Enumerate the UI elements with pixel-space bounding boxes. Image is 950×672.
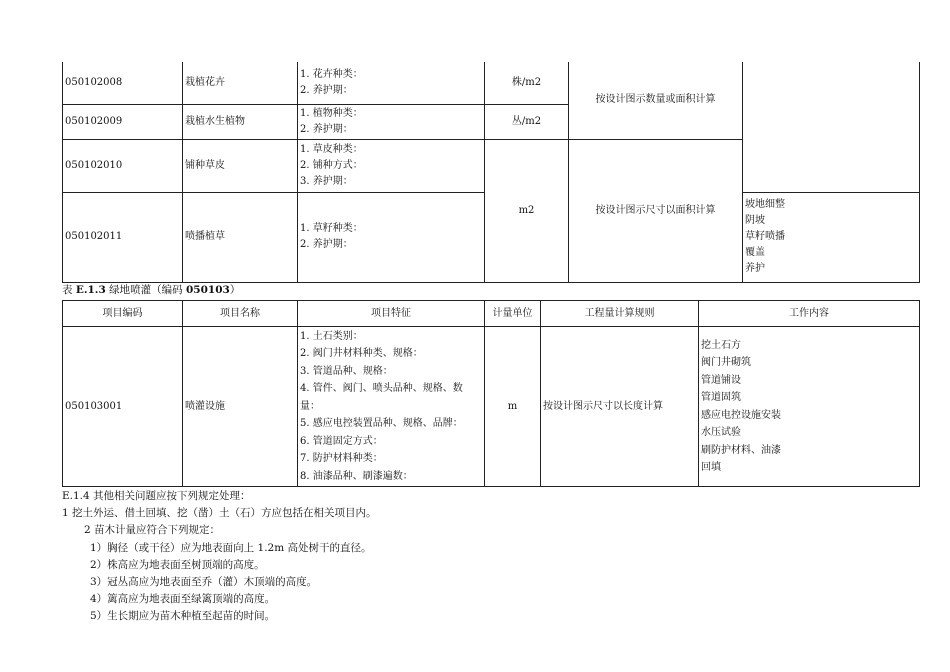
item-unit: 丛/m2 xyxy=(485,104,569,139)
table-caption: 表 E.1.3 绿地喷灌（编码 050103） xyxy=(62,284,241,296)
table-header-row xyxy=(63,301,920,327)
work-content-empty xyxy=(743,62,920,192)
table-row xyxy=(63,62,920,104)
work-content: 坡地细整 阴坡 草籽喷播 覆盖 养护 xyxy=(743,192,920,282)
item-features: 1. 草皮种类： 2. 铺种方式： 3. 养护期： xyxy=(298,139,485,192)
notes-section xyxy=(62,488,377,626)
table-row xyxy=(63,327,920,487)
note-item: 2 苗木计量应符合下列规定： xyxy=(84,524,221,537)
plant-items-table xyxy=(62,62,920,283)
item-code: 050103001 xyxy=(63,327,183,487)
item-features: 1. 植物种类： 2. 养护期： xyxy=(298,104,485,139)
note-subitem: 1）胸径（或干径）应为地表面向上 1.2m 高处树干的直径。 xyxy=(90,541,372,554)
item-unit: m2 xyxy=(485,139,569,282)
item-code: 050102008 xyxy=(63,62,183,104)
header-features: 项目特征 xyxy=(298,301,485,327)
note-item: 1 挖土外运、借土回填、挖（凿）土（石）方应包括在相关项目内。 xyxy=(62,507,377,520)
work-content: 挖土石方 阀门井砌筑 管道铺设 管道固筑 感应电控设施安装 水压试验 刷防护材料、油漆 回填 xyxy=(699,327,920,487)
item-name: 铺种草皮 xyxy=(183,139,298,192)
item-features: 1. 土石类别： 2. 阀门井材料种类、规格： 3. 管道品种、规格： 4. 管件、阀门、喷头品种、规格、数 量： 5. 感应电控装置品种、规格、品牌： 6. 管道固定方式： 7. 防护材料种类： 8. 油漆品种、刷漆遍数： xyxy=(298,327,485,487)
item-features: 1. 草籽种类： 2. 养护期： xyxy=(298,192,485,282)
item-name: 喷灌设施 xyxy=(183,327,298,487)
notes-heading: E.1.4 其他相关问题应按下列规定处理： xyxy=(62,490,251,502)
note-subitem: 3）冠丛高应为地表面至乔（灌）木顶端的高度。 xyxy=(90,576,318,589)
header-rule: 工程量计算规则 xyxy=(541,301,699,327)
item-features: 1. 花卉种类： 2. 养护期： xyxy=(298,62,485,104)
item-unit: 株/m2 xyxy=(485,62,569,104)
note-subitem: 4）篱高应为地表面至绿篱顶端的高度。 xyxy=(90,593,276,606)
header-name: 项目名称 xyxy=(183,301,298,327)
item-name: 喷播植草 xyxy=(183,192,298,282)
item-name: 栽植水生植物 xyxy=(183,104,298,139)
note-subitem: 2）株高应为地表面至树顶端的高度。 xyxy=(90,558,265,571)
calc-rule: 按设计图示尺寸以面积计算 xyxy=(569,139,743,282)
item-code: 050102010 xyxy=(63,139,183,192)
irrigation-table xyxy=(62,300,920,487)
note-subitem: 5）生长期应为苗木种植至起苗的时间。 xyxy=(90,610,276,623)
item-unit: m xyxy=(485,327,541,487)
item-code: 050102009 xyxy=(63,104,183,139)
header-work: 工作内容 xyxy=(699,301,920,327)
item-code: 050102011 xyxy=(63,192,183,282)
header-unit: 计量单位 xyxy=(485,301,541,327)
item-name: 栽植花卉 xyxy=(183,62,298,104)
header-code: 项目编码 xyxy=(63,301,183,327)
calc-rule: 按设计图示数量或面积计算 xyxy=(569,62,743,139)
calc-rule: 按设计图示尺寸以长度计算 xyxy=(541,327,699,487)
